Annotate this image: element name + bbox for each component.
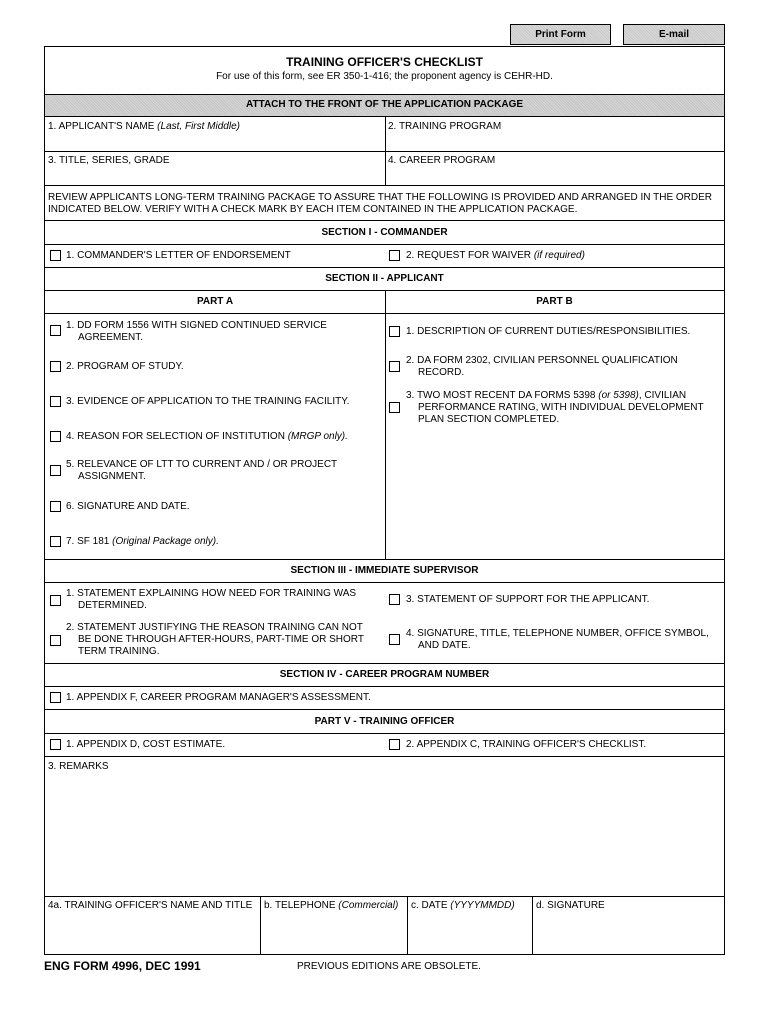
s3-i4-label: 4. SIGNATURE, TITLE, TELEPHONE NUMBER, OFFICE SYMBOL, [406, 628, 709, 639]
training-program-field[interactable] [387, 135, 723, 151]
s3-i3-checkbox[interactable] [389, 594, 400, 605]
print-form-button[interactable]: Print Form [510, 24, 611, 45]
s3-i3-label: 3. STATEMENT OF SUPPORT FOR THE APPLICANT. [406, 594, 650, 605]
s1-item1-label: 1. COMMANDER'S LETTER OF ENDORSEMENT [66, 250, 291, 261]
s3-i2-label-cont2: TERM TRAINING. [78, 646, 160, 657]
part-a-heading: PART A [196, 296, 234, 307]
attach-banner-label: ATTACH TO THE FRONT OF THE APPLICATION PACKAGE [245, 99, 524, 110]
s1-item2-checkbox[interactable] [389, 250, 400, 261]
s5-i1-checkbox[interactable] [50, 739, 61, 750]
s2-b2-label-cont: RECORD. [418, 367, 465, 378]
s5-i2-checkbox[interactable] [389, 739, 400, 750]
s2-b2-checkbox[interactable] [389, 361, 400, 372]
section-1-title: SECTION I - COMMANDER [321, 227, 448, 238]
section-4-title: SECTION IV - CAREER PROGRAM NUMBER [279, 669, 490, 680]
s2-a1-checkbox[interactable] [50, 325, 61, 336]
s3-i1-checkbox[interactable] [50, 595, 61, 606]
title-series-grade-label: 3. TITLE, SERIES, GRADE [48, 155, 170, 166]
s1-item2-label: 2. REQUEST FOR WAIVER (if required) [406, 250, 585, 261]
title-series-grade-field[interactable] [46, 168, 384, 184]
section-2-title: SECTION II - APPLICANT [325, 273, 444, 284]
s4-i1-checkbox[interactable] [50, 692, 61, 703]
date-label: c. DATE (YYYYMMDD) [411, 900, 515, 911]
remarks-label: 3. REMARKS [48, 761, 109, 772]
obsolete-notice: PREVIOUS EDITIONS ARE OBSOLETE. [297, 961, 481, 972]
s2-a6-label: 6. SIGNATURE AND DATE. [66, 501, 190, 512]
s3-i2-label: 2. STATEMENT JUSTIFYING THE REASON TRAINING CAN NOT [66, 622, 363, 633]
s2-a2-label: 2. PROGRAM OF STUDY. [66, 361, 184, 372]
s2-a3-label: 3. EVIDENCE OF APPLICATION TO THE TRAINING FACILITY. [66, 396, 350, 407]
part-b-heading: PART B [536, 296, 573, 307]
officer-name-field[interactable] [46, 914, 259, 952]
telephone-field[interactable] [262, 914, 406, 952]
s2-a4-label: 4. REASON FOR SELECTION OF INSTITUTION (MRGP only). [66, 431, 348, 442]
form-id: ENG FORM 4996, DEC 1991 [44, 959, 201, 973]
officer-name-label: 4a. TRAINING OFFICER'S NAME AND TITLE [48, 900, 253, 911]
s3-i4-label-cont: AND DATE. [418, 640, 471, 651]
s3-i1-label-cont: DETERMINED. [78, 600, 147, 611]
s2-b3-label: 3. TWO MOST RECENT DA FORMS 5398 (or 5398), CIVILIAN [406, 390, 687, 401]
s4-i1-label: 1. APPENDIX F, CAREER PROGRAM MANAGER'S ASSESSMENT. [66, 692, 371, 703]
s2-a6-checkbox[interactable] [50, 501, 61, 512]
s2-a7-label: 7. SF 181 (Original Package only). [66, 536, 219, 547]
form-title: TRAINING OFFICER'S CHECKLIST [286, 55, 483, 69]
s2-a3-checkbox[interactable] [50, 396, 61, 407]
s2-a5-checkbox[interactable] [50, 465, 61, 476]
training-program-label: 2. TRAINING PROGRAM [388, 121, 502, 132]
s2-a7-checkbox[interactable] [50, 536, 61, 547]
s2-a5-label: 5. RELEVANCE OF LTT TO CURRENT AND / OR PROJECT [66, 459, 338, 470]
s2-b3-checkbox[interactable] [389, 402, 400, 413]
email-button[interactable]: E-mail [623, 24, 725, 45]
s2-b1-label: 1. DESCRIPTION OF CURRENT DUTIES/RESPONSIBILITIES. [406, 326, 691, 337]
s3-i1-label: 1. STATEMENT EXPLAINING HOW NEED FOR TRAINING WAS [66, 588, 357, 599]
s2-b3-label-cont1: PERFORMANCE RATING, WITH INDIVIDUAL DEVELOPMENT [418, 402, 704, 413]
signature-field[interactable] [534, 914, 723, 952]
s3-i2-checkbox[interactable] [50, 635, 61, 646]
telephone-label: b. TELEPHONE (Commercial) [264, 900, 399, 911]
s1-item1-checkbox[interactable] [50, 250, 61, 261]
s5-i2-label: 2. APPENDIX C, TRAINING OFFICER'S CHECKLIST. [406, 739, 647, 750]
applicant-name-field[interactable] [46, 135, 384, 151]
remarks-field[interactable] [46, 775, 723, 895]
s2-b3-label-cont2: PLAN SECTION COMPLETED. [418, 414, 560, 425]
s2-b1-checkbox[interactable] [389, 326, 400, 337]
career-program-field[interactable] [387, 168, 723, 184]
s5-i1-label: 1. APPENDIX D, COST ESTIMATE. [66, 739, 226, 750]
checklist-form [44, 46, 725, 955]
s2-a5-label-cont: ASSIGNMENT. [78, 471, 146, 482]
s2-a1-label-cont: AGREEMENT. [78, 332, 144, 343]
s3-i4-checkbox[interactable] [389, 634, 400, 645]
s2-a1-label: 1. DD FORM 1556 WITH SIGNED CONTINUED SERVICE [66, 320, 327, 331]
applicant-name-label: 1. APPLICANT'S NAME (Last, First Middle) [48, 121, 240, 132]
s2-a2-checkbox[interactable] [50, 361, 61, 372]
section-3-title: SECTION III - IMMEDIATE SUPERVISOR [290, 565, 479, 576]
s3-i2-label-cont1: BE DONE THROUGH AFTER-HOURS, PART-TIME OR SHORT [78, 634, 364, 645]
career-program-label: 4. CAREER PROGRAM [388, 155, 496, 166]
section-5-title: PART V - TRAINING OFFICER [314, 716, 455, 727]
s2-a4-checkbox[interactable] [50, 431, 61, 442]
date-field[interactable] [409, 914, 531, 952]
s2-b2-label: 2. DA FORM 2302, CIVILIAN PERSONNEL QUALIFICATION [406, 355, 678, 366]
form-subtitle: For use of this form, see ER 350-1-416; the proponent agency is CEHR-HD. [216, 71, 553, 82]
signature-label: d. SIGNATURE [536, 900, 605, 911]
instructions-text: REVIEW APPLICANTS LONG-TERM TRAINING PACKAGE TO ASSURE THAT THE FOLLOWING IS PROVIDED AND ARRANGED IN THE ORDER INDICATED BELOW. VERIFY WITH A CHECK MARK BY EACH ITEM CONTAINED IN THE APPLICATION PACKAGE. [48, 192, 713, 215]
